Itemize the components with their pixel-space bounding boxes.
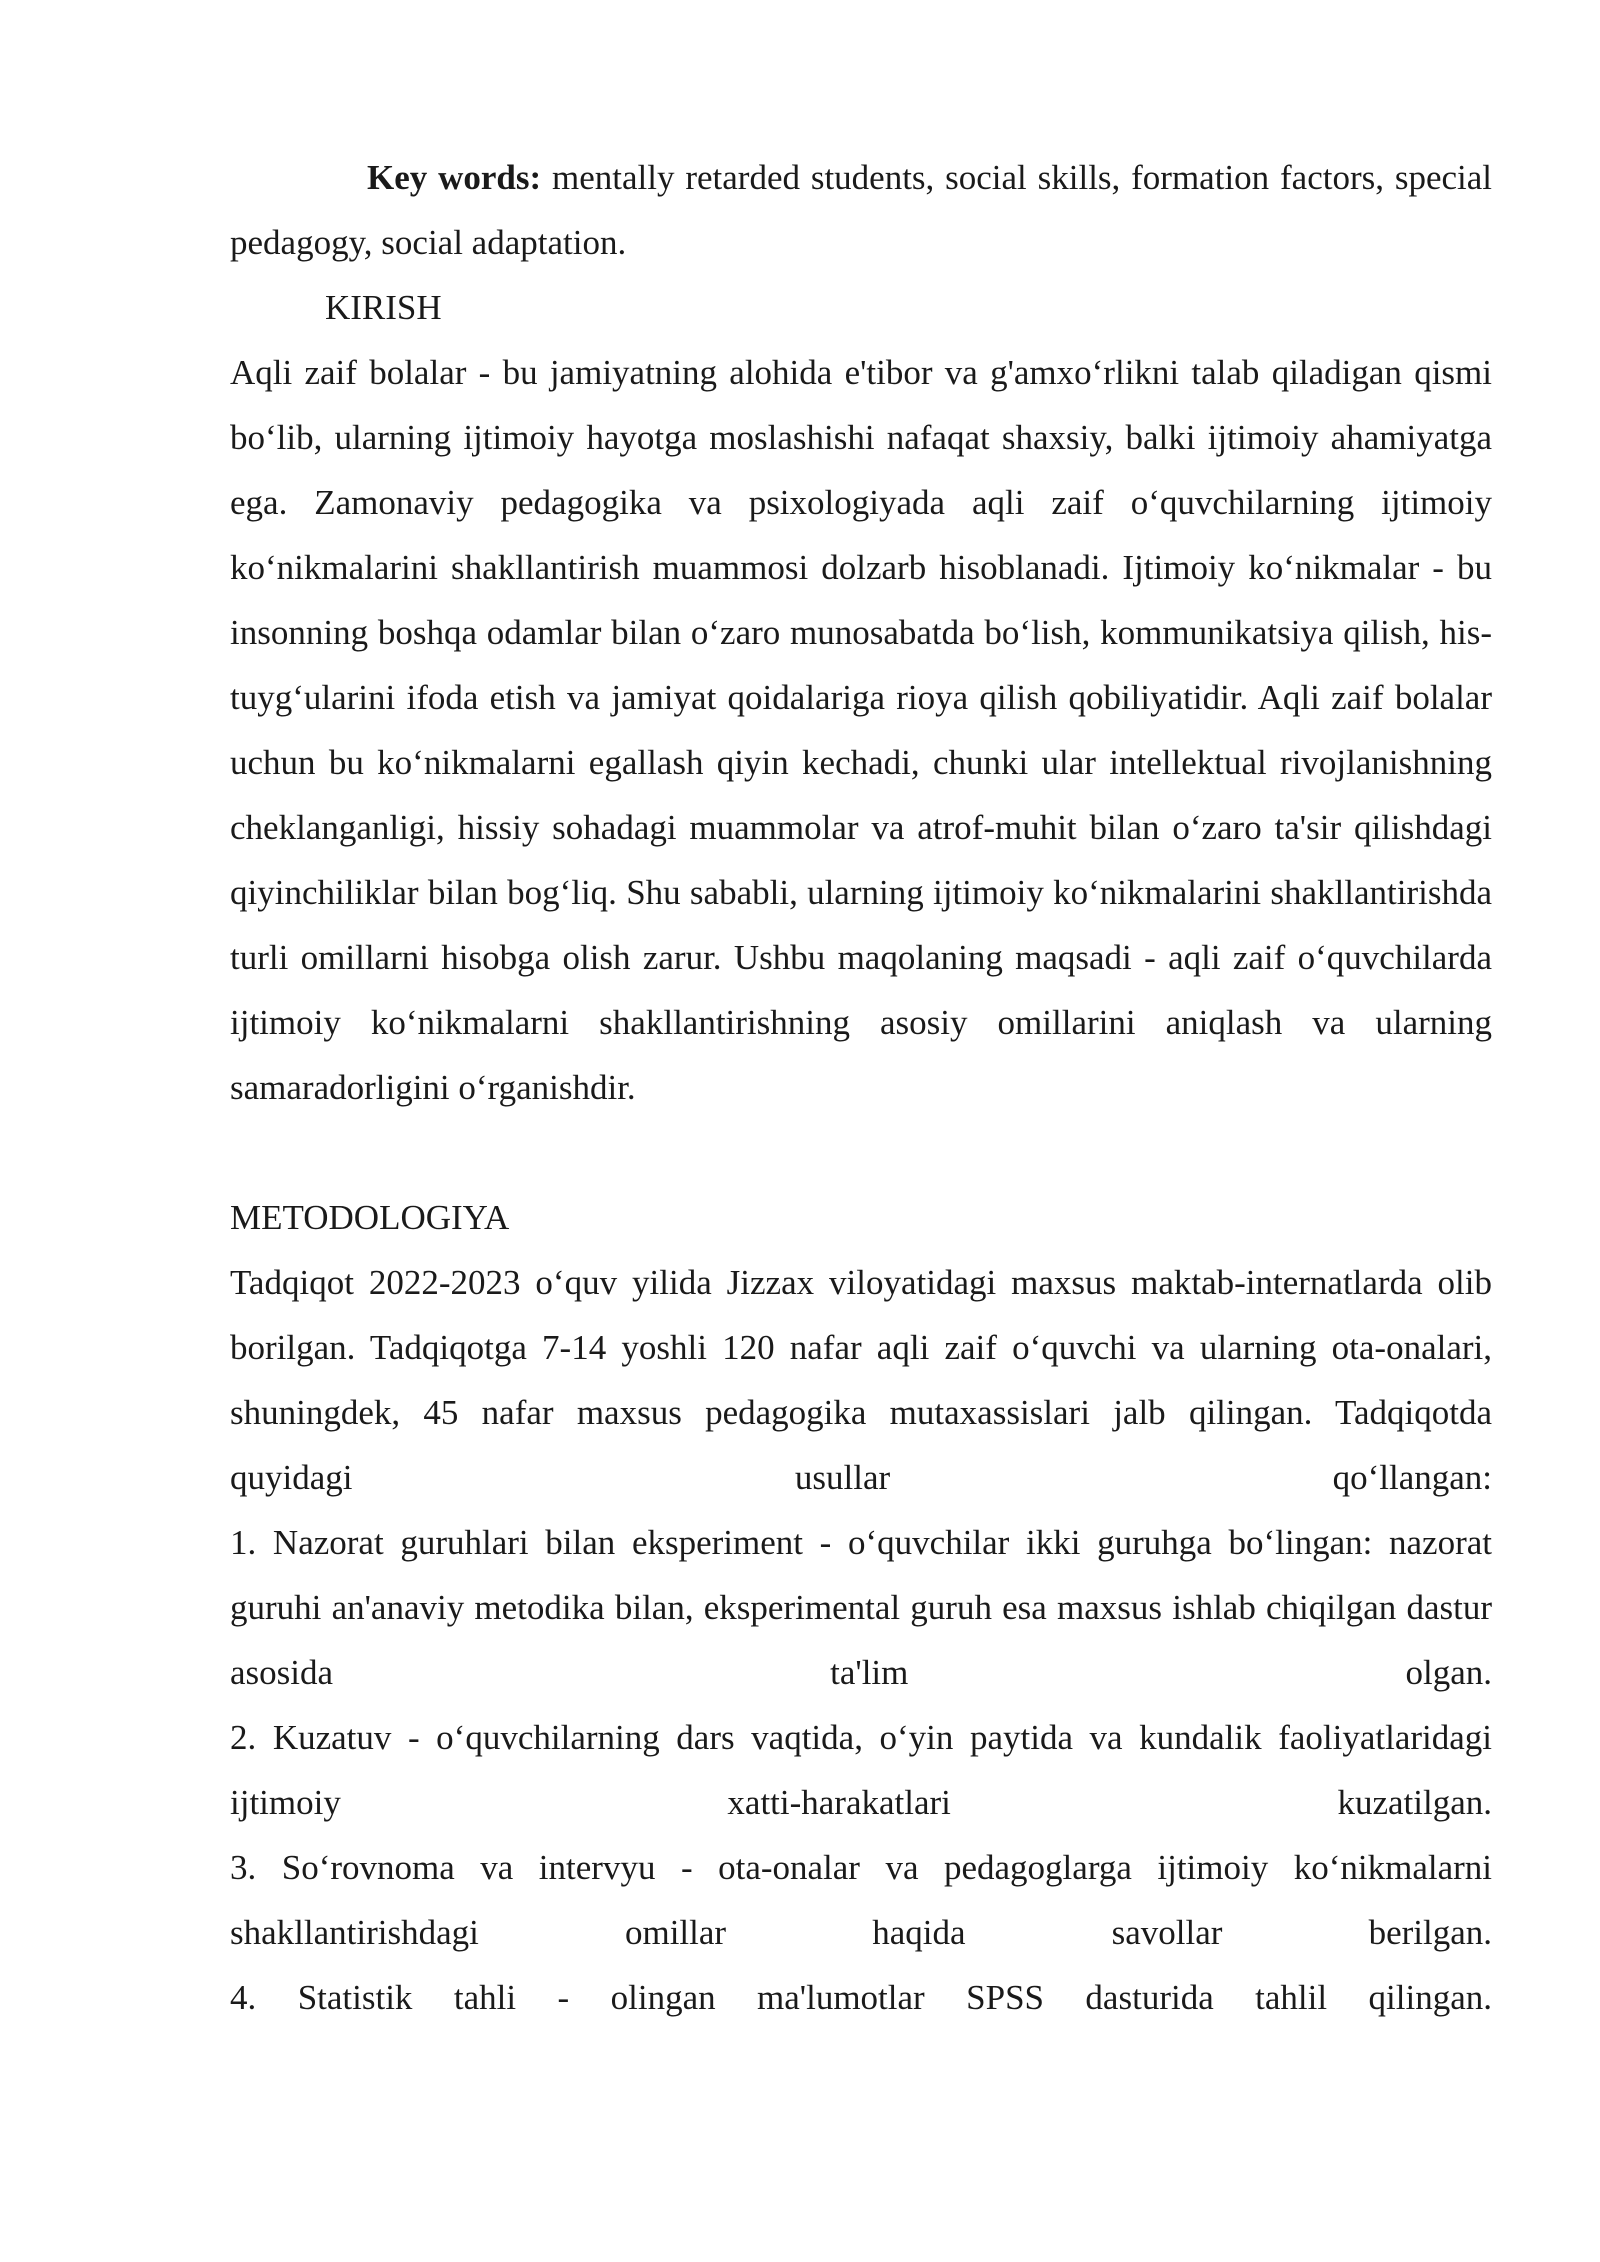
keywords-paragraph [230,145,1492,275]
section-gap [230,1120,1492,1185]
document-page [230,145,1492,2030]
metodologiya-intro: Tadqiqot 2022-2023 o‘quv yilida Jizzax viloyatidagi maxsus maktab-internatlarda olib borilgan. Tadqiqotga 7-14 yoshli 120 nafar aqli zaif o‘quvchi va ularning ota-onalari, shuningdek, 45 nafar maxsus pedagogika mutaxassislari jalb qilingan. Tadqiqotda quyidagi usullar qo‘llangan: [230,1263,1492,1497]
method-item-4: 4. Statistik tahli - olingan ma'lumotlar SPSS dasturida tahlil qilingan. [230,1978,1492,2017]
kirish-paragraph: Aqli zaif bolalar - bu jamiyatning alohida e'tibor va g'amxo‘rlikni talab qiladigan qismi bo‘lib, ularning ijtimoiy hayotga moslashishi nafaqat shaxsiy, balki ijtimoiy ahamiyatga ega. Zamonaviy pedagogika va psixologiyada aqli zaif o‘quvchilarning ijtimoiy ko‘nikmalarini shakllantirish muammosi dolzarb hisoblanadi. Ijtimoiy ko‘nikmalar - bu insonning boshqa odamlar bilan o‘zaro munosabatda bo‘lish, kommunikatsiya qilish, his-tuyg‘ularini ifoda etish va jamiyat qoidalariga rioya qilish qobiliyatidir. Aqli zaif bolalar uchun bu ko‘nikmalarni egallash qiyin kechadi, chunki ular intellektual rivojlanishning cheklanganligi, hissiy sohadagi muammolar va atrof-muhit bilan o‘zaro ta'sir qilishdagi qiyinchiliklar bilan bog‘liq. Shu sababli, ularning ijtimoiy ko‘nikmalarini shakllantirishda turli omillarni hisobga olish zarur. Ushbu maqolaning maqsadi - aqli zaif o‘quvchilarda ijtimoiy ko‘nikmalarni shakllantirishning asosiy omillarini aniqlash va ularning samaradorligini o‘rganishdir. [230,353,1492,1107]
method-item-2: 2. Kuzatuv - o‘quvchilarning dars vaqtida, o‘yin paytida va kundalik faoliyatlaridagi ijtimoiy xatti-harakatlari kuzatilgan. [230,1718,1492,1822]
kirish-heading: KIRISH [325,288,442,327]
metodologiya-heading: METODOLOGIYA [230,1198,510,1237]
keywords-label: Key words: [367,158,542,197]
method-item-1: 1. Nazorat guruhlari bilan eksperiment - o‘quvchilar ikki guruhga bo‘lingan: nazorat guruhi an'anaviy metodika bilan, eksperimental guruh esa maxsus ishlab chiqilgan dastur asosida ta'lim olgan. [230,1523,1492,1692]
method-item-3: 3. So‘rovnoma va intervyu - ota-onalar va pedagoglarga ijtimoiy ko‘nikmalarni shakllantirishdagi omillar haqida savollar berilgan. [230,1848,1492,1952]
keywords-text: mentally retarded students, social skills, formation factors, special pedagogy, social adaptation. [230,158,1493,262]
